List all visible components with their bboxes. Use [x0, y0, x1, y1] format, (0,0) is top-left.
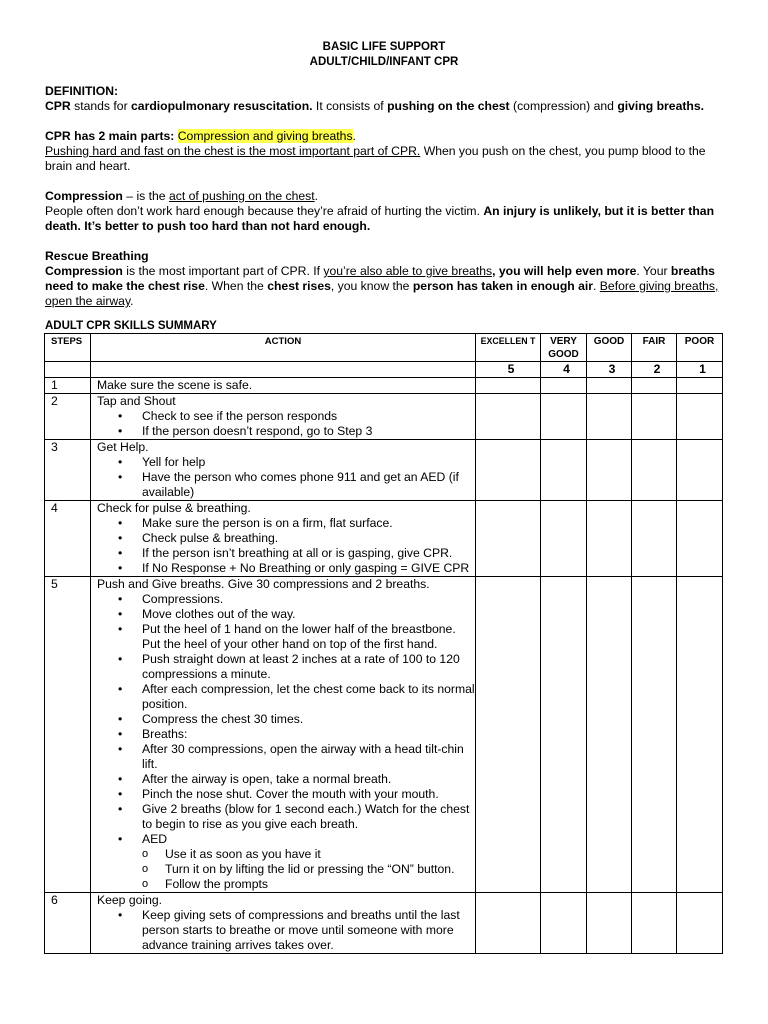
bullet-text: Put the heel of 1 hand on the lower half of the breastbone. Put the heel of your other hand on top of the first hand.	[142, 622, 456, 651]
text-run: is the most important part of CPR. If	[122, 264, 324, 278]
step-number: 2	[45, 394, 91, 440]
action-bullet-list	[97, 409, 475, 439]
bold-run: giving breaths.	[617, 99, 705, 113]
document-header	[0, 40, 768, 70]
excellent-header: EXCELLEN T	[476, 334, 541, 362]
bullet-text: Give 2 breaths (blow for 1 second each.) Watch for the chest to begin to rise as you give each breath.	[142, 802, 470, 831]
action-bullet	[142, 424, 475, 439]
bullet-text: Push straight down at least 2 inches at a rate of 100 to 120 compressions a minute.	[142, 652, 460, 681]
document-title: BASIC LIFE SUPPORT	[322, 41, 446, 53]
action-bullet	[142, 622, 475, 652]
text-run: It consists of	[312, 99, 388, 113]
underlined-run: act of pushing on the chest	[168, 189, 315, 203]
document-subtitle: ADULT/CHILD/INFANT CPR	[309, 56, 459, 68]
highlighted-text: Compression and giving breaths	[177, 129, 353, 143]
rating-cell[interactable]	[476, 893, 541, 954]
bullet-text: Breaths:	[142, 727, 188, 741]
rating-cell[interactable]	[632, 378, 677, 394]
rating-cell[interactable]	[677, 378, 723, 394]
cpr-full-term: cardiopulmonary resuscitation.	[131, 99, 313, 113]
underlined-run: Pushing hard and fast on the chest is the most important part of CPR.	[45, 144, 421, 158]
rating-cell[interactable]	[677, 501, 723, 577]
rating-number-row	[45, 362, 723, 378]
skills-table-body	[45, 378, 723, 954]
text-run: . Your	[636, 264, 671, 278]
action-bullet	[142, 787, 475, 802]
skills-summary-title: ADULT CPR SKILLS SUMMARY	[45, 320, 217, 332]
action-bullet	[142, 455, 475, 470]
action-bullet	[142, 652, 475, 682]
step-number: 5	[45, 577, 91, 893]
action-bullet	[142, 727, 475, 742]
rating-cell[interactable]	[632, 577, 677, 893]
rating-cell[interactable]	[677, 577, 723, 893]
rescue-heading: Rescue Breathing	[45, 249, 149, 263]
rating-cell[interactable]	[541, 440, 587, 501]
rating-cell[interactable]	[541, 394, 587, 440]
text-run: (compression) and	[509, 99, 618, 113]
bold-run: breaths need to make the chest rise	[45, 264, 715, 293]
empty-cell	[91, 362, 476, 378]
action-bullet	[142, 470, 475, 500]
rating-cell[interactable]	[587, 440, 632, 501]
fair-header: FAIR	[632, 334, 677, 362]
action-bullet	[142, 607, 475, 622]
bold-run: pushing on the chest	[387, 99, 510, 113]
rating-number: 1	[677, 362, 723, 378]
compression-label: Compression	[45, 189, 123, 203]
bold-run: chest rises	[267, 279, 331, 293]
table-row	[45, 440, 723, 501]
action-bullet	[142, 772, 475, 787]
action-bullet	[142, 742, 475, 772]
bold-run: , you will help even more	[492, 264, 637, 278]
text-run: , you know the	[330, 279, 413, 293]
action-cell	[91, 394, 476, 440]
action-title: Keep going.	[97, 893, 163, 907]
rating-cell[interactable]	[476, 378, 541, 394]
rating-number: 3	[587, 362, 632, 378]
action-cell	[91, 440, 476, 501]
bullet-text: Pinch the nose shut. Cover the mouth with your mouth.	[142, 787, 439, 801]
text-run: When you push on the chest, you pump blood to the brain and heart.	[45, 144, 706, 173]
action-bullet	[142, 561, 475, 576]
table-row	[45, 577, 723, 893]
action-bullet-list	[97, 455, 475, 500]
action-bullet	[142, 802, 475, 832]
parts-paragraph	[45, 144, 725, 174]
action-bullet-list	[97, 592, 475, 892]
intro-text	[45, 84, 725, 309]
action-title: Get Help.	[97, 440, 149, 454]
step-number: 6	[45, 893, 91, 954]
rating-cell[interactable]	[476, 440, 541, 501]
text-run: .	[130, 294, 134, 308]
table-header-row	[45, 334, 723, 362]
bullet-text: Make sure the person is on a firm, flat surface.	[142, 516, 393, 530]
bullet-text: Compressions.	[142, 592, 224, 606]
table-row	[45, 501, 723, 577]
definition-heading: DEFINITION:	[45, 84, 119, 98]
table-row	[45, 893, 723, 954]
bullet-text: If the person isn’t breathing at all or is gasping, give CPR.	[142, 546, 453, 560]
bullet-text: Have the person who comes phone 911 and get an AED (if available)	[142, 470, 459, 499]
rating-cell[interactable]	[541, 378, 587, 394]
bullet-text: If the person doesn’t respond, go to Step 3	[142, 424, 373, 438]
bullet-text: After 30 compressions, open the airway with a head tilt-chin lift.	[142, 742, 464, 771]
table-row	[45, 378, 723, 394]
bullet-text: If No Response + No Breathing or only gasping = GIVE CPR	[142, 561, 470, 575]
bold-run: An injury is unlikely, but it is better than death. It’s better to push too hard than not hard enough.	[45, 204, 715, 233]
rating-cell[interactable]	[476, 394, 541, 440]
rating-cell[interactable]	[677, 893, 723, 954]
bullet-text: After each compression, let the chest come back to its normal position.	[142, 682, 475, 711]
poor-header: POOR	[677, 334, 723, 362]
action-cell	[91, 501, 476, 577]
table-row	[45, 394, 723, 440]
sub-bullet-list	[142, 847, 475, 892]
bullet-text: Check pulse & breathing.	[142, 531, 279, 545]
action-bullet-list	[97, 516, 475, 576]
rating-cell[interactable]	[587, 893, 632, 954]
text-run: .	[593, 279, 600, 293]
rating-cell[interactable]	[632, 893, 677, 954]
action-bullet	[142, 409, 475, 424]
rating-number: 5	[476, 362, 541, 378]
action-bullet	[142, 546, 475, 561]
bullet-text: Keep giving sets of compressions and breaths until the last person starts to breathe or move until someone with more advance training arrives takes over.	[142, 908, 460, 952]
underlined-run: you’re also able to give breaths	[323, 264, 493, 278]
compression-paragraph	[45, 204, 725, 234]
action-bullet-list	[97, 908, 475, 953]
rating-cell[interactable]	[677, 394, 723, 440]
action-title: Tap and Shout	[97, 394, 176, 408]
rating-cell[interactable]	[632, 501, 677, 577]
rating-cell[interactable]	[587, 577, 632, 893]
rescue-paragraph	[45, 264, 725, 309]
bullet-text: After the airway is open, take a normal breath.	[142, 772, 392, 786]
definition-paragraph	[45, 99, 725, 114]
rating-number: 2	[632, 362, 677, 378]
action-bullet	[142, 531, 475, 546]
step-number: 1	[45, 378, 91, 394]
action-bullet	[142, 592, 475, 607]
rating-cell[interactable]	[632, 440, 677, 501]
text-run: People often don’t work hard enough because they’re afraid of hurting the victim.	[45, 204, 484, 218]
very-good-header: VERY GOOD	[541, 334, 587, 362]
action-title: Make sure the scene is safe.	[97, 378, 253, 392]
rating-cell[interactable]	[541, 893, 587, 954]
sub-bullet: o Turn it on by lifting the lid or pressing the “ON” button.	[165, 862, 475, 877]
bullet-text: Compress the chest 30 times.	[142, 712, 304, 726]
step-number: 4	[45, 501, 91, 577]
rating-cell[interactable]	[587, 501, 632, 577]
text-run: – is the	[122, 189, 169, 203]
rating-number: 4	[541, 362, 587, 378]
action-bullet	[142, 682, 475, 712]
text-run: . When the	[204, 279, 268, 293]
action-bullet	[142, 516, 475, 531]
rating-cell[interactable]	[541, 501, 587, 577]
text-run: .	[314, 189, 319, 203]
steps-header: STEPS	[45, 334, 91, 362]
step-number: 3	[45, 440, 91, 501]
sub-bullet: o Follow the prompts	[165, 877, 475, 892]
rating-cell[interactable]	[587, 394, 632, 440]
rating-cell[interactable]	[632, 394, 677, 440]
action-bullet	[142, 908, 475, 953]
text-run: .	[352, 129, 356, 143]
action-cell	[91, 378, 476, 394]
cpr-word: CPR	[45, 99, 71, 113]
action-cell	[91, 893, 476, 954]
bullet-text: Check to see if the person responds	[142, 409, 338, 423]
action-cell	[91, 577, 476, 893]
rating-cell[interactable]	[587, 378, 632, 394]
good-header: GOOD	[587, 334, 632, 362]
text-run: stands for	[70, 99, 132, 113]
empty-cell	[45, 362, 91, 378]
parts-label: CPR has 2 main parts:	[45, 129, 178, 143]
rating-cell[interactable]	[677, 440, 723, 501]
bullet-text: Move clothes out of the way.	[142, 607, 296, 621]
rating-cell[interactable]	[476, 577, 541, 893]
rating-cell[interactable]	[476, 501, 541, 577]
skills-table	[44, 333, 723, 954]
action-title: Push and Give breaths. Give 30 compressions and 2 breaths.	[97, 577, 430, 591]
compression-definition	[45, 189, 725, 204]
rating-cell[interactable]	[541, 577, 587, 893]
bullet-text: AED	[142, 832, 168, 846]
action-title: Check for pulse & breathing.	[97, 501, 251, 515]
action-bullet	[142, 832, 475, 892]
bold-run: person has taken in enough air	[412, 279, 593, 293]
parts-line	[45, 129, 725, 144]
bullet-text: Yell for help	[142, 455, 206, 469]
action-header: ACTION	[91, 334, 476, 362]
action-bullet	[142, 712, 475, 727]
underlined-run: Before giving breaths, open the airway	[45, 279, 719, 308]
sub-bullet: o Use it as soon as you have it	[165, 847, 475, 862]
bold-run: Compression	[45, 264, 123, 278]
